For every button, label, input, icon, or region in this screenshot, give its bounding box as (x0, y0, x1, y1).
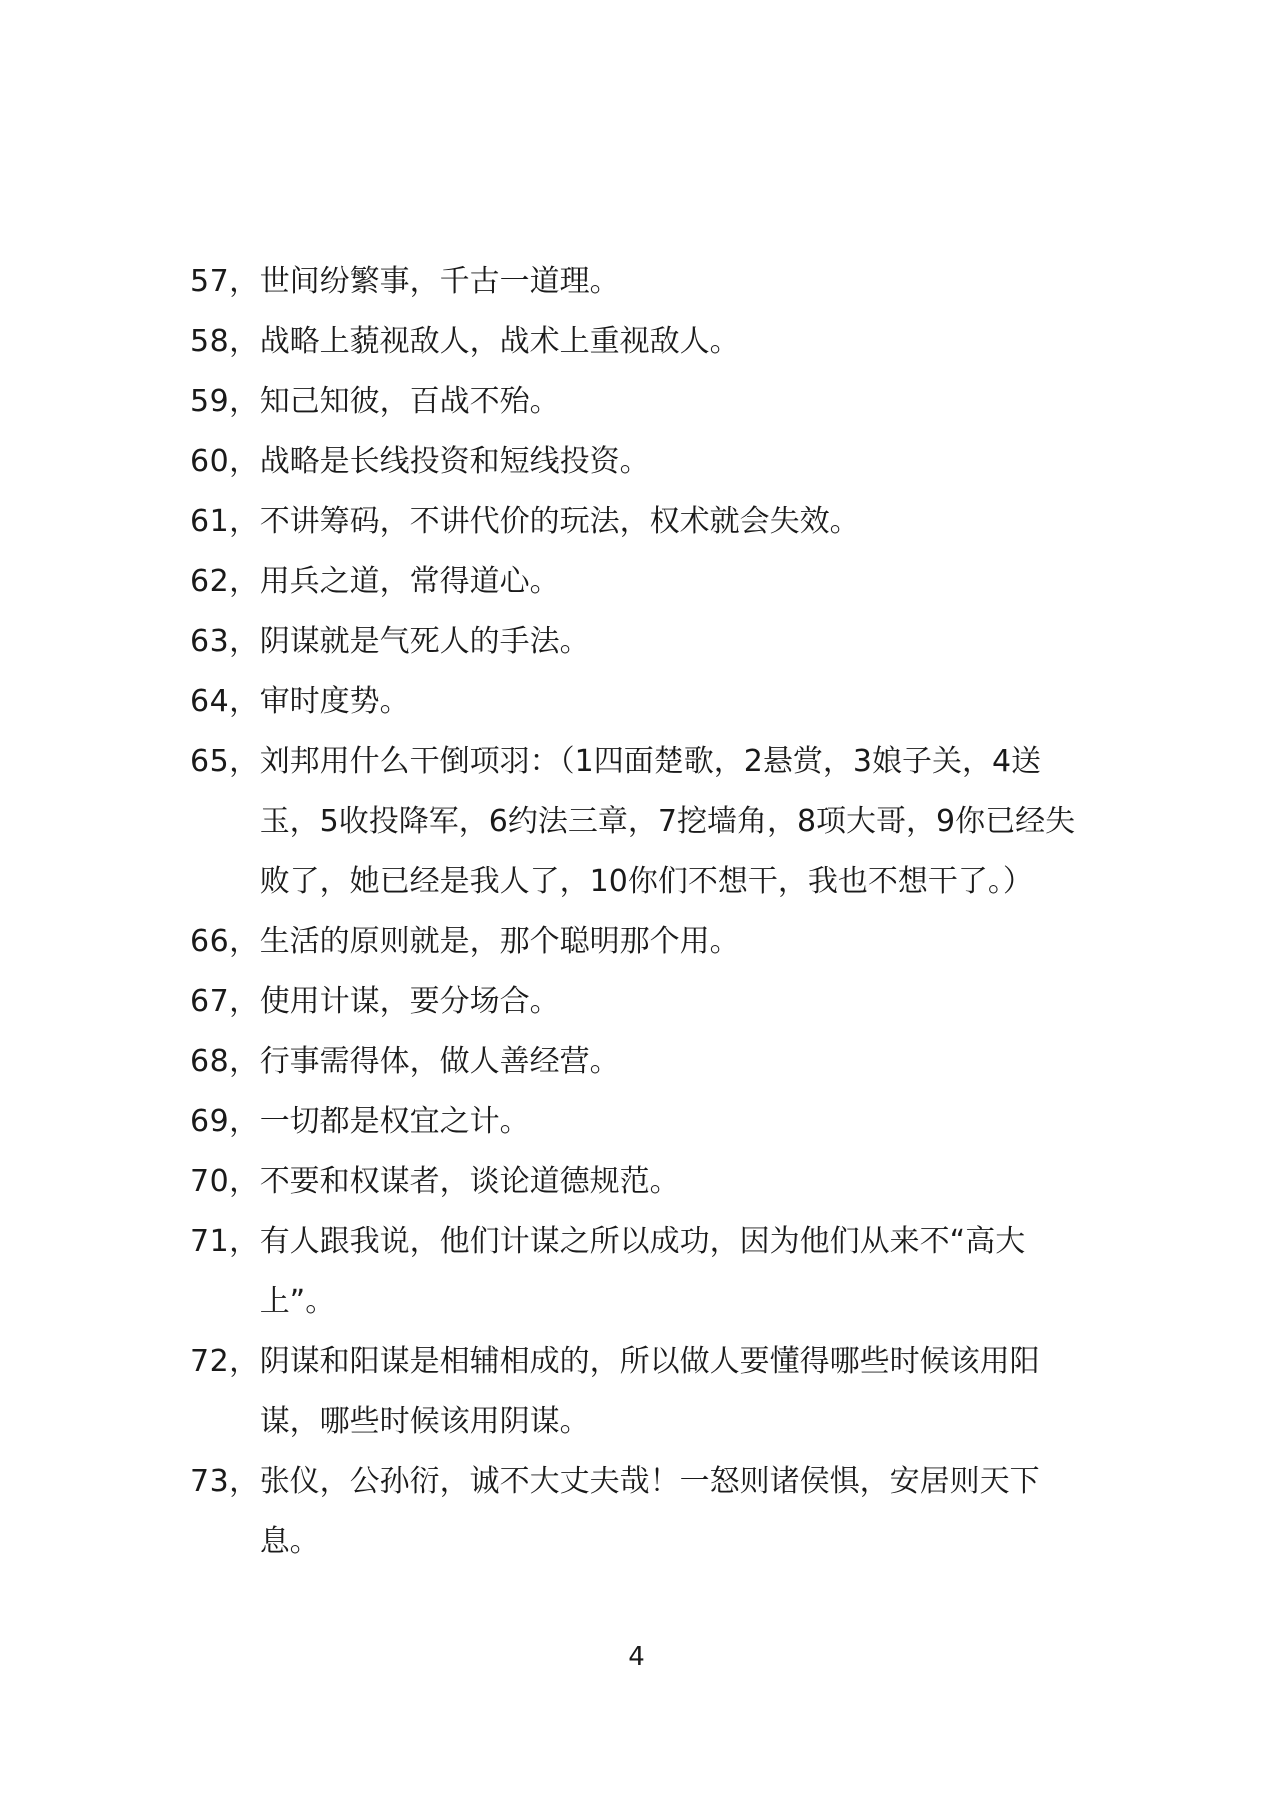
list-item (190, 672, 1090, 732)
item-text: 一切都是权宜之计。 (259, 1104, 530, 1139)
item-text: 战略是长线投资和短线投资。 (259, 444, 650, 479)
list-item (190, 612, 1090, 672)
list-item (190, 732, 1090, 912)
item-text: 知己知彼，百战不殆。 (259, 384, 560, 419)
item-number: 73， (190, 1464, 260, 1499)
item-text: 不讲筹码，不讲代价的玩法，权术就会失效。 (259, 504, 860, 539)
item-number: 66， (190, 924, 260, 959)
item-number: 71， (190, 1224, 260, 1259)
list-item (190, 552, 1090, 612)
list-item (190, 252, 1090, 312)
list-item (190, 972, 1090, 1032)
page-number: 4 (628, 1642, 645, 1672)
list-item (190, 1092, 1090, 1152)
item-text: 审时度势。 (259, 684, 410, 719)
item-number: 62， (190, 564, 260, 599)
item-number: 58， (190, 324, 260, 359)
item-text: 行事需得体，做人善经营。 (259, 1044, 620, 1079)
list-item (190, 1212, 1090, 1332)
item-number: 61， (190, 504, 260, 539)
item-text: 不要和权谋者，谈论道德规范。 (259, 1164, 680, 1199)
item-number: 59， (190, 384, 260, 419)
item-number: 70， (190, 1164, 260, 1199)
item-number: 57， (190, 264, 260, 299)
item-text: 战略上藐视敌人，战术上重视敌人。 (259, 324, 740, 359)
item-text: 使用计谋，要分场合。 (259, 984, 560, 1019)
list-item (190, 492, 1090, 552)
item-text: 张仪，公孙衍，诚不大丈夫哉！一怒则诸侯惧，安居则天下息。 (259, 1464, 1040, 1559)
list-item (190, 372, 1090, 432)
list-item (190, 1332, 1090, 1452)
item-number: 69， (190, 1104, 260, 1139)
item-text: 用兵之道，常得道心。 (259, 564, 560, 599)
item-text: 刘邦用什么干倒项羽：（1四面楚歌，2悬赏，3娘子关，4送玉，5收投降军，6约法三章，7挖墙角，8项大哥，9你已经失败了，她已经是我人了，10你们不想干，我也不想干了。） (259, 744, 1076, 899)
list-item (190, 312, 1090, 372)
list-item (190, 432, 1090, 492)
item-number: 72， (190, 1344, 260, 1379)
item-text: 有人跟我说，他们计谋之所以成功，因为他们从来不“高大上”。 (259, 1224, 1026, 1319)
item-text: 生活的原则就是，那个聪明那个用。 (259, 924, 740, 959)
item-text: 世间纷繁事，千古一道理。 (259, 264, 620, 299)
item-text: 阴谋就是气死人的手法。 (259, 624, 590, 659)
item-number: 64， (190, 684, 260, 719)
item-number: 68， (190, 1044, 260, 1079)
list-item (190, 1032, 1090, 1092)
item-number: 60， (190, 444, 260, 479)
item-number: 65， (190, 744, 260, 779)
list-item (190, 1452, 1090, 1572)
list-item (190, 1152, 1090, 1212)
item-number: 67， (190, 984, 260, 1019)
item-number: 63， (190, 624, 260, 659)
numbered-list (190, 252, 1090, 1572)
list-item (190, 912, 1090, 972)
item-text: 阴谋和阳谋是相辅相成的，所以做人要懂得哪些时候该用阳谋，哪些时候该用阴谋。 (259, 1344, 1040, 1439)
